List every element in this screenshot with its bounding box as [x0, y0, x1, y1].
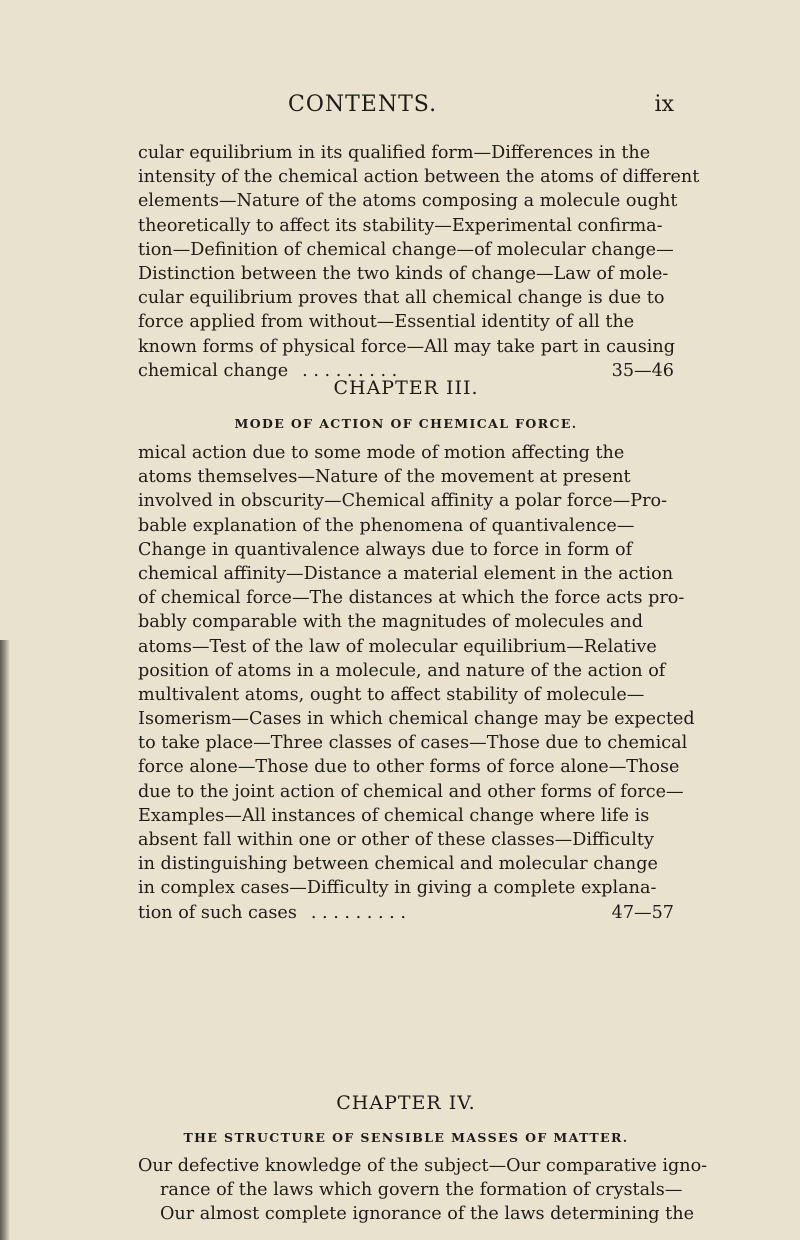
text-line: absent fall within one or other of these classes—Difficulty [138, 830, 654, 850]
text-line: cular equilibrium in its qualified form—Differences in the [138, 143, 651, 163]
page-range: 35—46 [611, 360, 674, 381]
entry-last-line: tion of such cases . . . . . . . . . 47—57 [138, 901, 674, 925]
binding-shadow [0, 640, 10, 1240]
chapter-4-heading: CHAPTER IV. [336, 1092, 476, 1114]
chapter-4-title: THE STRUCTURE OF SENSIBLE MASSES OF MATTER. [183, 1130, 629, 1145]
text-line: tion—Definition of chemical change—of molecular change— [138, 239, 674, 260]
text-line: force applied from without—Essential identity of all the [138, 312, 635, 333]
entry-last-line: chemical change . . . . . . . . . 35—46 [138, 359, 674, 383]
text-line: intensity of the chemical action between the atoms of different [138, 167, 700, 188]
text-line: in complex cases—Difficulty in giving a complete explana- [138, 878, 657, 899]
page-number: ix [654, 92, 674, 117]
text-line: Change in quantivalence always due to force in form of [138, 539, 633, 560]
text-line: Distinction between the two kinds of change—Law of mole- [138, 263, 669, 284]
text-line: cular equilibrium proves that all chemical change is due to [138, 288, 665, 309]
page-range: 47—57 [611, 902, 674, 923]
chapter-3-heading: CHAPTER III. [333, 377, 479, 399]
text-line: chemical affinity—Distance a material element in the action [138, 563, 674, 584]
chapter-4-text [138, 1154, 708, 1227]
text-line: elements—Nature of the atoms composing a molecule ought [138, 191, 678, 212]
text-line: mical action due to some mode of motion affecting the [138, 443, 625, 463]
text-line: multivalent atoms, ought to affect stability of molecule— [138, 684, 645, 705]
dot-leader: . . . . . . . . . [310, 902, 406, 923]
text-line: atoms—Test of the law of molecular equilibrium—Relative [138, 636, 657, 657]
text-line: involved in obscurity—Chemical affinity a polar force—Pro- [138, 491, 668, 512]
text-line: Examples—All instances of chemical change where life is [138, 805, 650, 826]
section-1-text [138, 141, 700, 383]
text-line: of chemical force—The distances at which the force acts pro- [138, 588, 685, 609]
text-line: force alone—Those due to other forms of force alone—Those [138, 757, 680, 778]
text-line: due to the joint action of chemical and other forms of force— [138, 781, 684, 802]
text-line: known forms of physical force—All may take part in causing [138, 336, 675, 357]
chapter-3-text [138, 441, 695, 925]
text-line: bably comparable with the magnitudes of molecules and [138, 612, 643, 633]
running-head [138, 92, 674, 122]
text-line: theoretically to affect its stability—Experimental confirma- [138, 215, 663, 236]
text-line: Our defective knowledge of the subject—Our comparative igno- [138, 1156, 708, 1176]
text-line: atoms themselves—Nature of the movement at present [138, 467, 631, 488]
dot-leader: . . . . . . . . . [302, 360, 398, 381]
text-line: Our almost complete ignorance of the laws determining the [160, 1204, 694, 1225]
text-line: Isomerism—Cases in which chemical change may be expected [138, 709, 695, 730]
running-title: CONTENTS. [288, 92, 438, 117]
text-line: position of atoms in a molecule, and nature of the action of [138, 660, 666, 681]
text-line: rance of the laws which govern the formation of crystals— [160, 1180, 683, 1201]
chapter-3-title: MODE OF ACTION OF CHEMICAL FORCE. [234, 416, 578, 431]
text-line: to take place—Three classes of cases—Those due to chemical [138, 733, 688, 754]
text-line: in distinguishing between chemical and molecular change [138, 854, 658, 875]
text-line: bable explanation of the phenomena of quantivalence— [138, 515, 635, 536]
